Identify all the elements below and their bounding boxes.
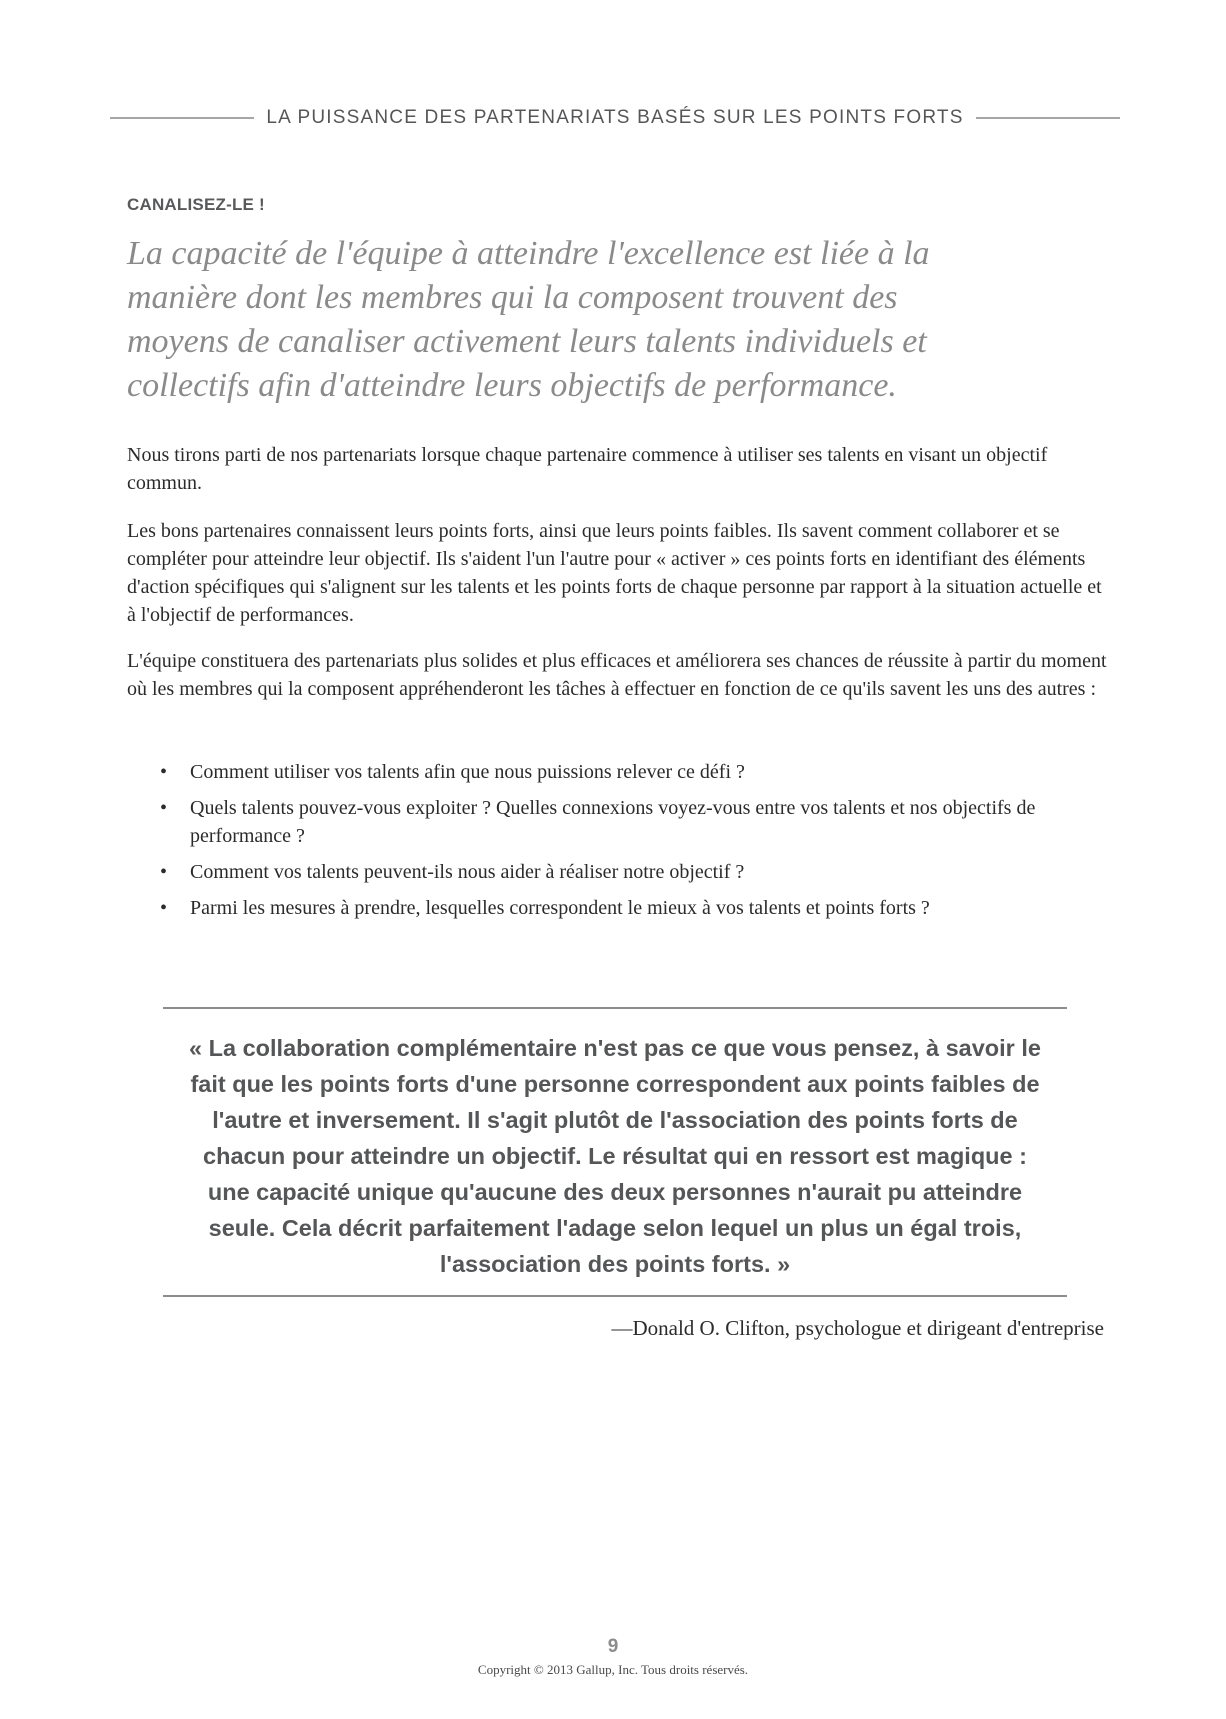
copyright-notice: Copyright © 2013 Gallup, Inc. Tous droits réservés. [477, 1662, 749, 1677]
running-header [110, 106, 1120, 130]
list-item-text: Comment vos talents peuvent-ils nous aider à réaliser notre objectif ? [190, 861, 745, 883]
page-number: 9 [607, 1636, 619, 1657]
quote-rule-bottom [163, 1295, 1067, 1297]
question-list [160, 758, 1110, 930]
header-rule-left [110, 117, 254, 119]
quote-attribution: —Donald O. Clifton, psychologue et dirigeant d'entreprise [611, 1316, 1104, 1340]
section-label: CANALISEZ-LE ! [127, 195, 265, 214]
bullet-icon: • [160, 897, 168, 919]
quote-rule-top [163, 1007, 1067, 1009]
lead-statement: La capacité de l'équipe à atteindre l'excellence est liée à la manière dont les membres qui la composent trouvent des moyens de canaliser activement leurs talents individuels et collectifs afin d'atteindre leurs objectifs de performance. [127, 235, 930, 404]
running-title: LA PUISSANCE DES PARTENARIATS BASÉS SUR LES POINTS FORTS [266, 107, 964, 128]
pull-quote: « La collaboration complémentaire n'est pas ce que vous pensez, à savoir le fait que les points forts d'une personne correspondent aux points faibles de l'autre et inversement. Il s'agit plutôt de l'association des points forts de chacun pour atteindre un objectif. Le résultat qui en ressort est magique : une capacité unique qu'aucune des deux personnes n'aurait pu atteindre seule. Cela décrit parfaitement l'adage selon lequel un plus un égal trois, l'association des points forts. » [189, 1035, 1041, 1277]
bullet-icon: • [160, 761, 168, 783]
list-item [160, 858, 1110, 886]
bullet-icon: • [160, 861, 168, 883]
list-item [160, 794, 1110, 850]
body-paragraph: Nous tirons parti de nos partenariats lorsque chaque partenaire commence à utiliser ses talents en visant un objectif commun. [127, 444, 1048, 494]
body-paragraph: Les bons partenaires connaissent leurs points forts, ainsi que leurs points faibles. Ils savent comment collaborer et se compléter pour atteindre leur objectif. Ils s'aident l'un l'autre pour « activer » ces points forts en identifiant des éléments d'action spécifiques qui s'alignent sur les talents et les points forts de chaque personne par rapport à la situation actuelle et à l'objectif de performances. [127, 520, 1102, 626]
list-item-text: Quels talents pouvez-vous exploiter ? Quelles connexions voyez-vous entre vos talents et nos objectifs de performance ? [190, 797, 1036, 847]
list-item [160, 894, 1110, 922]
list-item [160, 758, 1110, 786]
list-item-text: Comment utiliser vos talents afin que nous puissions relever ce défi ? [190, 761, 745, 783]
header-rule-right [976, 117, 1120, 119]
body-paragraph: L'équipe constituera des partenariats plus solides et plus efficaces et améliorera ses chances de réussite à partir du moment où les membres qui la composent appréhenderont les tâches à effectuer en fonction de ce qu'ils savent les uns des autres : [127, 650, 1107, 700]
list-item-text: Parmi les mesures à prendre, lesquelles correspondent le mieux à vos talents et points forts ? [190, 897, 930, 919]
bullet-icon: • [160, 797, 168, 819]
